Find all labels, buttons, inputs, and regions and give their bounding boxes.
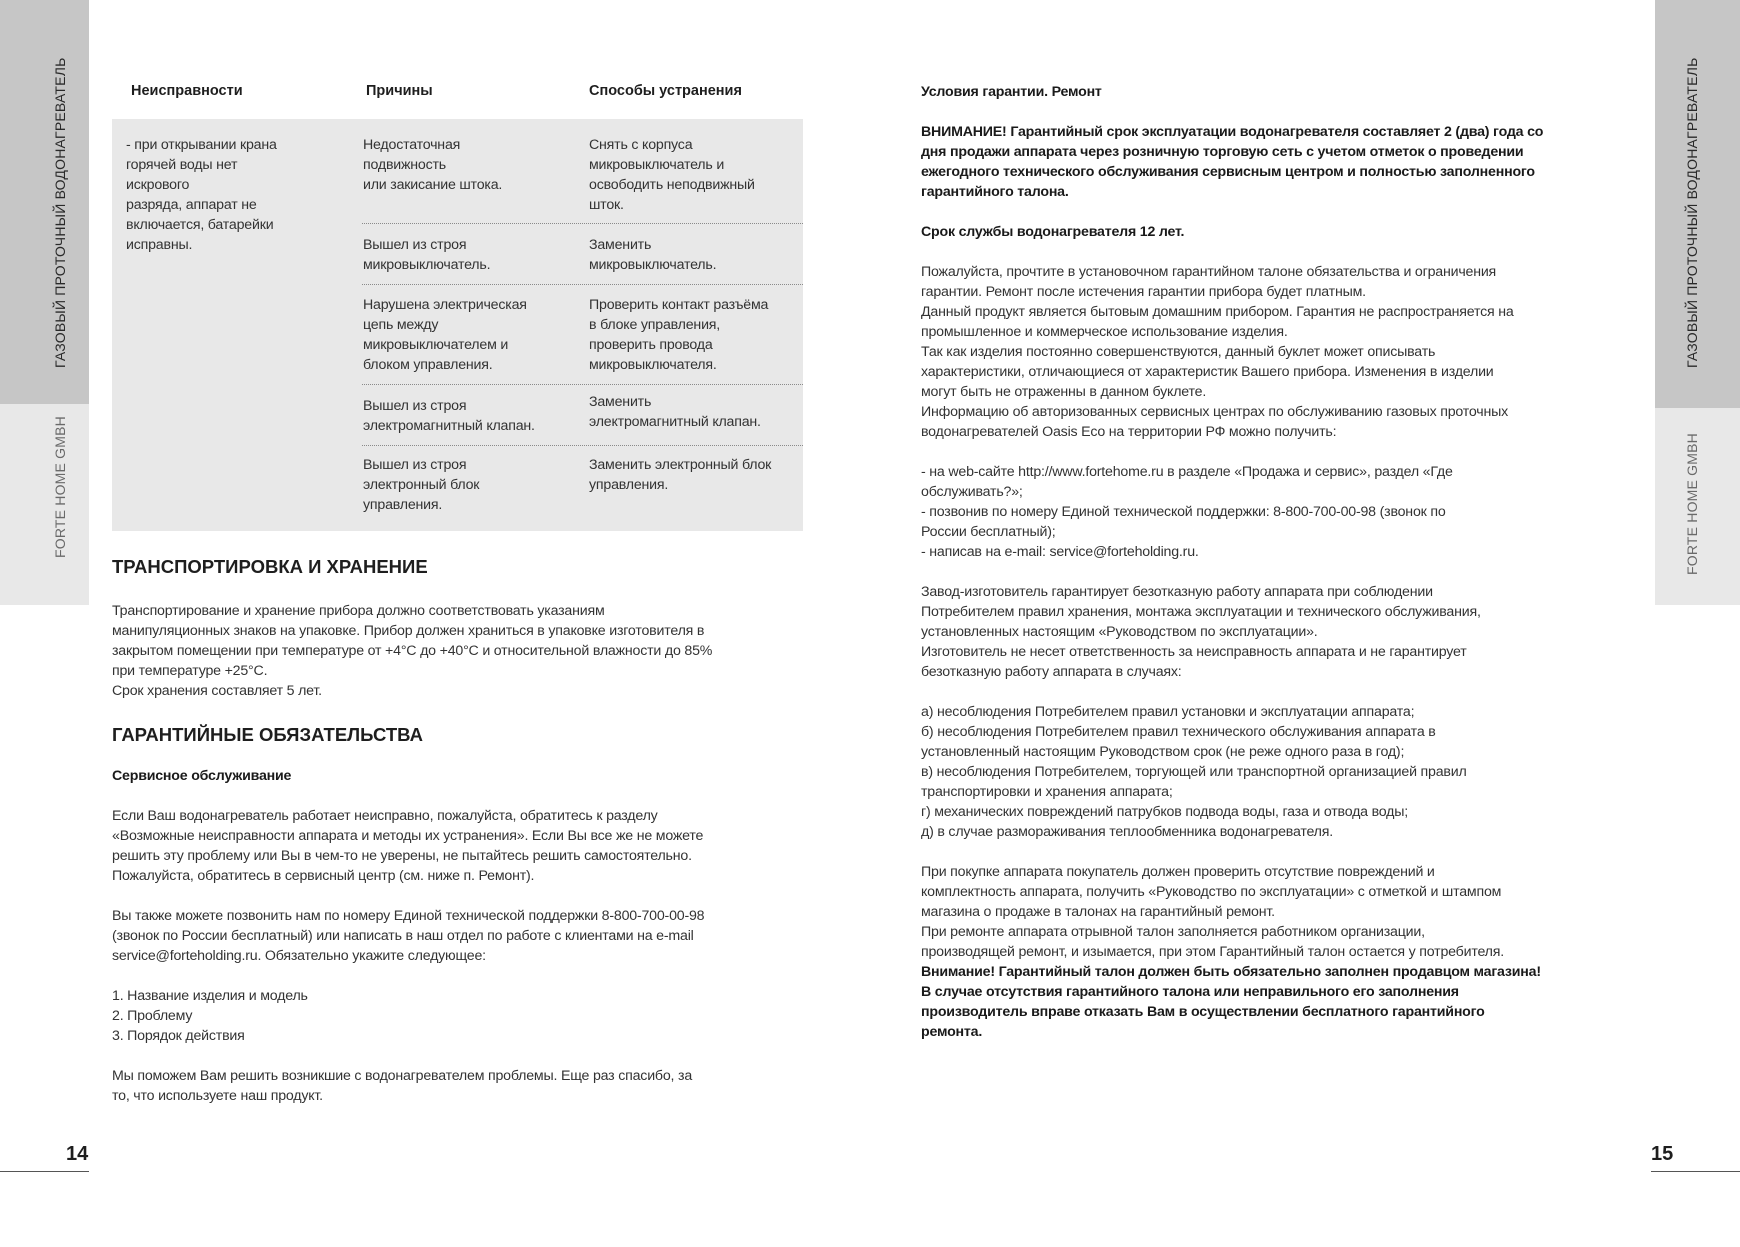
service-checklist <box>112 986 802 1046</box>
transport-paragraph <box>112 601 802 701</box>
right-sidebar-company-label: FORTE HOME GMBH <box>1684 433 1700 575</box>
text-line: гарантии. Ремонт после истечения гарантии прибора будет платным. <box>921 284 1366 300</box>
text-line: шток. <box>589 197 624 213</box>
text-line: управления. <box>589 477 669 493</box>
text-line: цепь между <box>363 317 439 333</box>
text-line: Срок хранения составляет 5 лет. <box>112 683 322 699</box>
table-row-separator <box>362 384 803 385</box>
text-line: д) в случае размораживания теплообменника водонагревателя. <box>921 824 1333 840</box>
text-line: Недостаточная <box>363 137 461 153</box>
text-line: комплектность аппарата, получить «Руководство по эксплуатации» с отметкой и штампом <box>921 884 1502 900</box>
text-line: Пожалуйста, прочтите в установочном гарантийном талоне обязательства и ограничения <box>921 264 1497 280</box>
left-sidebar-company-label: FORTE HOME GMBH <box>52 416 68 558</box>
service-subheading: Сервисное обслуживание <box>112 768 292 784</box>
text-line: Пожалуйста, обратитесь в сервисный центр (см. ниже п. Ремонт). <box>112 868 535 884</box>
text-line: Если Ваш водонагреватель работает неисправно, пожалуйста, обратитесь к разделу <box>112 808 658 824</box>
table-header-causes: Причины <box>366 83 433 99</box>
text-line: ВНИМАНИЕ! Гарантийный срок эксплуатации водонагревателя составляет 2 (два) года со <box>921 124 1544 140</box>
text-line: Вы также можете позвонить нам по номеру Единой технической поддержки 8-800-700-00-98 <box>112 908 705 924</box>
page-number-left: 14 <box>66 1143 89 1165</box>
text-line: закрытом помещении при температуре от +4°С до +40°С и относительной влажности до 85% <box>112 643 713 659</box>
text-line: Изготовитель не несет ответственность за неисправность аппарата и не гарантирует <box>921 644 1467 660</box>
text-line: освободить неподвижный <box>589 177 755 193</box>
text-line: гарантийного талона. <box>921 184 1069 200</box>
warranty-exclusions <box>921 702 1633 842</box>
table-cell-cause <box>363 455 479 515</box>
left-page-text-column <box>112 555 802 1106</box>
text-line: или закисание штока. <box>363 177 503 193</box>
table-cell-cause <box>363 396 535 436</box>
text-line: горячей воды нет <box>126 157 238 173</box>
warranty-attention <box>921 122 1633 202</box>
warranty-paragraph-3 <box>921 862 1633 962</box>
warranty-paragraph-1 <box>921 262 1633 442</box>
text-line: включается, батарейки <box>126 217 274 233</box>
text-line: установленный настоящим Руководством срок (не реже одного раза в год); <box>921 744 1405 760</box>
text-line: Вышел из строя <box>363 398 467 414</box>
text-line: могут быть не отраженны в данном буклете. <box>921 384 1207 400</box>
text-line: (звонок по России бесплатный) или написать в наш отдел по работе с клиентами на e-mail <box>112 928 694 944</box>
text-line: В случае отсутствия гарантийного талона или неправильного его заполнения <box>921 984 1459 1000</box>
text-line: микровыключатель. <box>363 257 491 273</box>
text-line: транспортировки и хранения аппарата; <box>921 784 1173 800</box>
text-line: характеристики, отличающиеся от характеристик Вашего прибора. Изменения в изделии <box>921 364 1494 380</box>
text-line: электромагнитный клапан. <box>589 414 761 430</box>
text-line: - написав на e-mail: service@forteholding.ru. <box>921 544 1199 560</box>
service-paragraph-2 <box>112 906 802 966</box>
text-line: а) несоблюдения Потребителем правил установки и эксплуатации аппарата; <box>921 704 1415 720</box>
table-cell-remedy <box>589 392 761 432</box>
text-line: 2. Проблему <box>112 1008 193 1024</box>
table-header-remedies: Способы устранения <box>589 83 742 99</box>
text-line: искрового <box>126 177 190 193</box>
table-cell-cause <box>363 135 502 195</box>
text-line: Снять с корпуса <box>589 137 693 153</box>
text-line: микровыключатель. <box>589 257 717 273</box>
text-line: service@forteholding.ru. Обязательно укажите следующее: <box>112 948 486 964</box>
text-line: При ремонте аппарата отрывной талон заполняется работником организации, <box>921 924 1425 940</box>
warranty-paragraph-2 <box>921 582 1633 682</box>
warranty-final-warning <box>921 962 1633 1042</box>
text-line: Завод-изготовитель гарантирует безотказную работу аппарата при соблюдении <box>921 584 1433 600</box>
warranty-heading: ГАРАНТИЙНЫЕ ОБЯЗАТЕЛЬСТВА <box>112 724 423 745</box>
page-number-right: 15 <box>1651 1143 1674 1165</box>
text-line: ремонта. <box>921 1024 983 1040</box>
text-line: микровыключателя. <box>589 357 717 373</box>
text-line: безотказную работу аппарата в случаях: <box>921 664 1182 680</box>
text-line: - на web-сайте http://www.fortehome.ru в разделе «Продажа и сервис», раздел «Где <box>921 464 1453 480</box>
text-line: установленных настоящим «Руководством по эксплуатации». <box>921 624 1318 640</box>
text-line: магазина о продаже в талонах на гарантийный ремонт. <box>921 904 1275 920</box>
text-line: 3. Порядок действия <box>112 1028 245 1044</box>
text-line: ежегодного технического обслуживания сервисным центром и полностью заполненного <box>921 164 1535 180</box>
text-line: промышленное и коммерческое использование изделия. <box>921 324 1288 340</box>
text-line: При покупке аппарата покупатель должен проверить отсутствие повреждений и <box>921 864 1435 880</box>
table-row-separator <box>362 223 803 224</box>
text-line: Мы поможем Вам решить возникшие с водонагревателем проблемы. Еще раз спасибо, за <box>112 1068 693 1084</box>
text-line: Условия гарантии. Ремонт <box>921 84 1102 100</box>
text-line: микровыключатель и <box>589 157 725 173</box>
table-header-faults: Неисправности <box>131 83 243 99</box>
text-line: 1. Название изделия и модель <box>112 988 308 1004</box>
text-line: Внимание! Гарантийный талон должен быть обязательно заполнен продавцом магазина! <box>921 964 1541 980</box>
text-line: Потребителем правил хранения, монтажа эксплуатации и технического обслуживания, <box>921 604 1481 620</box>
text-line: проверить провода <box>589 337 713 353</box>
text-line: России бесплатный); <box>921 524 1056 540</box>
text-line: манипуляционных знаков на упаковке. Прибор должен храниться в упаковке изготовителя в <box>112 623 705 639</box>
table-cell-remedy <box>589 235 716 275</box>
text-line: электронный блок <box>363 477 480 493</box>
service-paragraph-1 <box>112 806 802 886</box>
table-cell-remedy <box>589 295 768 375</box>
text-line: разряда, аппарат не <box>126 197 257 213</box>
table-row-separator <box>362 445 803 446</box>
text-line: обслуживать?»; <box>921 484 1023 500</box>
text-line: «Возможные неисправности аппарата и методы их устранения». Если Вы все же не можете <box>112 828 704 844</box>
text-line: Срок службы водонагревателя 12 лет. <box>921 224 1185 240</box>
page-number-left-rule <box>0 1171 89 1172</box>
text-line: водонагревателей Oasis Eco на территории РФ можно получить: <box>921 424 1337 440</box>
table-cell-remedy <box>589 135 755 215</box>
text-line: подвижность <box>363 157 447 173</box>
right-sidebar-product-label: ГАЗОВЫЙ ПРОТОЧНЫЙ ВОДОНАГРЕВАТЕЛЬ <box>1684 57 1700 368</box>
table-cell-cause <box>363 235 490 275</box>
text-line: то, что используете наш продукт. <box>112 1088 323 1104</box>
text-line: микровыключателем и <box>363 337 509 353</box>
text-line: в блоке управления, <box>589 317 721 333</box>
text-line: решить эту проблему или Вы в чем-то не уверены, не пытайтесь решить самостоятельно. <box>112 848 692 864</box>
text-line: блоком управления. <box>363 357 493 373</box>
text-line: Заменить <box>589 237 652 253</box>
text-line: производящей ремонт, и изымается, при этом Гарантийный талон остается у потребителя. <box>921 944 1504 960</box>
service-paragraph-3 <box>112 1066 802 1106</box>
text-line: Данный продукт является бытовым домашним прибором. Гарантия не распространяется на <box>921 304 1514 320</box>
table-row-separator <box>362 284 803 285</box>
left-sidebar-product-label: ГАЗОВЫЙ ПРОТОЧНЫЙ ВОДОНАГРЕВАТЕЛЬ <box>52 57 68 368</box>
text-line: дня продажи аппарата через розничную торговую сеть с учетом отметок о проведении <box>921 144 1524 160</box>
text-line: Заменить <box>589 394 652 410</box>
page-number-right-rule <box>1651 1171 1740 1172</box>
text-line: - при открывании крана <box>126 137 277 153</box>
table-cell-cause <box>363 295 527 375</box>
text-line: исправны. <box>126 237 193 253</box>
text-line: Так как изделия постоянно совершенствуются, данный буклет может описывать <box>921 344 1436 360</box>
transport-heading: ТРАНСПОРТИРОВКА И ХРАНЕНИЕ <box>112 556 428 577</box>
text-line: - позвонив по номеру Единой технической поддержки: 8-800-700-00-98 (звонок по <box>921 504 1446 520</box>
text-line: Информацию об авторизованных сервисных центрах по обслуживанию газовых проточных <box>921 404 1509 420</box>
left-sidebar-company-band <box>0 404 89 605</box>
left-sidebar-product-band <box>0 0 89 404</box>
text-line: Заменить электронный блок <box>589 457 772 473</box>
service-contacts <box>921 462 1633 562</box>
service-life <box>921 222 1633 242</box>
text-line: электромагнитный клапан. <box>363 418 535 434</box>
text-line: б) несоблюдения Потребителем правил технического обслуживания аппарата в <box>921 724 1436 740</box>
text-line: Проверить контакт разъёма <box>589 297 769 313</box>
right-page-text-column <box>921 82 1633 1042</box>
text-line: Вышел из строя <box>363 237 467 253</box>
table-cell-remedy <box>589 455 771 495</box>
text-line: Вышел из строя <box>363 457 467 473</box>
text-line: в) несоблюдения Потребителем, торгующей или транспортной организацией правил <box>921 764 1467 780</box>
text-line: при температуре +25°С. <box>112 663 268 679</box>
text-line: Нарушена электрическая <box>363 297 527 313</box>
table-cell-fault <box>126 135 277 255</box>
text-line: Транспортирование и хранение прибора должно соответствовать указаниям <box>112 603 605 619</box>
warranty-conditions-title <box>921 82 1633 102</box>
text-line: г) механических повреждений патрубков подвода воды, газа и отвода воды; <box>921 804 1408 820</box>
text-line: управления. <box>363 497 443 513</box>
text-line: производитель вправе отказать Вам в осуществлении бесплатного гарантийного <box>921 1004 1485 1020</box>
